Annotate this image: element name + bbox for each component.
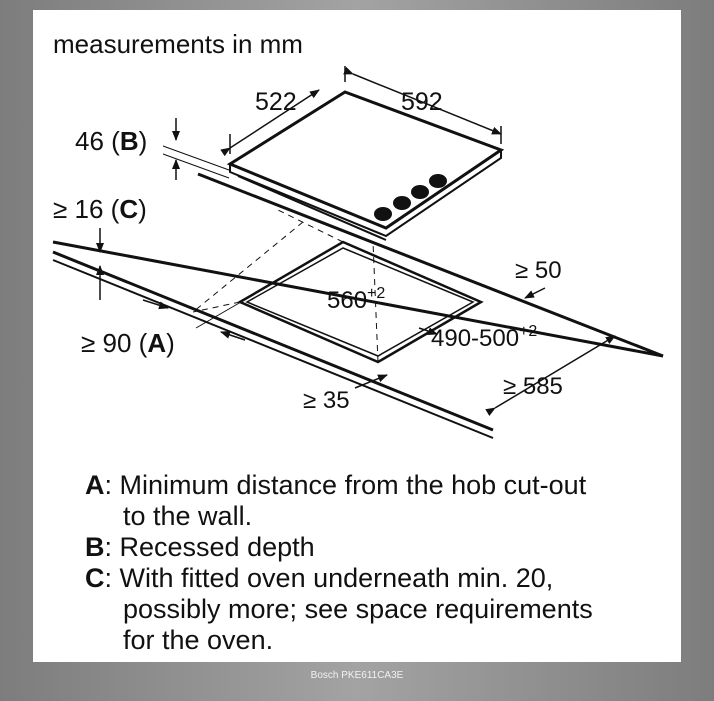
hob-depth-label: 522 xyxy=(255,88,297,116)
legend-continuation: to the wall. xyxy=(123,501,253,531)
cutout-width-tolerance: +2 xyxy=(367,285,386,302)
legend-key: C xyxy=(85,563,105,593)
svg-text:≥ 90 (A): ≥ 90 (A) xyxy=(81,328,175,358)
legend-text: : Minimum distance from the hob cut-out xyxy=(104,470,587,500)
wall-distance-dimension xyxy=(81,300,245,358)
product-caption: Bosch PKE611CA3E xyxy=(310,670,404,681)
installation-diagram xyxy=(33,10,681,470)
cutout-depth-tolerance: +2 xyxy=(519,323,538,340)
svg-text:≥ 16 (C): ≥ 16 (C) xyxy=(53,194,147,224)
worktop-depth-label: ≥ 585 xyxy=(503,373,563,400)
recess-depth-dimension xyxy=(75,118,229,180)
oven-gap-key: C xyxy=(119,194,139,224)
wall-distance-value: ≥ 90 xyxy=(81,328,132,358)
legend-key: B xyxy=(85,532,105,562)
legend-continuation: possibly more; see space requirements xyxy=(123,594,593,624)
rear-distance-label: ≥ 50 xyxy=(515,257,562,284)
legend-text: : Recessed depth xyxy=(104,532,315,562)
oven-gap-value: ≥ 16 xyxy=(53,194,104,224)
legend-item-a xyxy=(85,470,685,501)
recess-depth-value: 46 xyxy=(75,126,104,156)
legend-item-b xyxy=(85,532,685,563)
legend-text: : With fitted oven underneath min. 20, xyxy=(104,563,554,593)
wall-distance-key: A xyxy=(147,328,167,358)
front-distance-dimension xyxy=(303,375,387,414)
legend-key: A xyxy=(85,470,105,500)
svg-text:490-500+2 xyxy=(431,323,537,352)
diagram-panel xyxy=(33,10,681,662)
svg-text:46 (B): 46 (B) xyxy=(75,126,148,156)
cutout-width-label: 560 xyxy=(327,287,368,314)
recess-depth-key: B xyxy=(119,126,139,156)
front-distance-label: ≥ 35 xyxy=(303,387,350,414)
legend-continuation: for the oven. xyxy=(123,625,274,655)
hob-width-label: 592 xyxy=(401,88,443,116)
cutout-depth-label: 490-500 xyxy=(431,325,520,352)
rear-distance-dimension xyxy=(515,257,562,298)
diagram-title: measurements in mm xyxy=(53,29,303,59)
svg-text:560+2 xyxy=(327,285,385,314)
legend-item-c xyxy=(85,563,685,594)
legend xyxy=(85,470,685,656)
